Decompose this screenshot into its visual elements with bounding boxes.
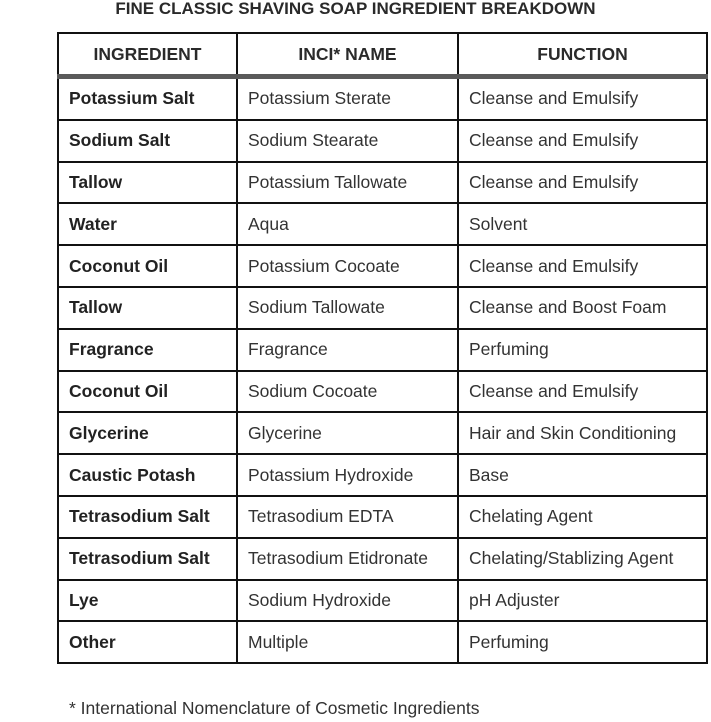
column-header-function: FUNCTION: [458, 33, 707, 77]
table-row: [58, 329, 707, 371]
ingredient-cell: Coconut Oil: [58, 371, 237, 413]
inci-name-cell: Fragrance: [237, 329, 458, 371]
function-cell: pH Adjuster: [458, 580, 707, 622]
ingredient-table: [57, 32, 708, 664]
function-cell: Cleanse and Emulsify: [458, 371, 707, 413]
table-row: [58, 412, 707, 454]
inci-name-cell: Tetrasodium EDTA: [237, 496, 458, 538]
function-cell: Cleanse and Boost Foam: [458, 287, 707, 329]
function-cell: Cleanse and Emulsify: [458, 120, 707, 162]
inci-name-cell: Potassium Sterate: [237, 77, 458, 120]
ingredient-cell: Caustic Potash: [58, 454, 237, 496]
function-cell: Chelating/Stablizing Agent: [458, 538, 707, 580]
function-cell: Perfuming: [458, 621, 707, 663]
column-header-ingredient: INGREDIENT: [58, 33, 237, 77]
ingredient-cell: Tetrasodium Salt: [58, 496, 237, 538]
table-row: [58, 580, 707, 622]
ingredient-cell: Coconut Oil: [58, 245, 237, 287]
inci-name-cell: Aqua: [237, 203, 458, 245]
table-row: [58, 245, 707, 287]
ingredient-cell: Potassium Salt: [58, 77, 237, 120]
function-cell: Cleanse and Emulsify: [458, 77, 707, 120]
table-row: [58, 538, 707, 580]
function-cell: Chelating Agent: [458, 496, 707, 538]
table-row: [58, 120, 707, 162]
function-cell: Hair and Skin Conditioning: [458, 412, 707, 454]
table-row: [58, 162, 707, 204]
inci-name-cell: Sodium Hydroxide: [237, 580, 458, 622]
page-title: FINE CLASSIC SHAVING SOAP INGREDIENT BREAKDOWN: [115, 0, 596, 18]
function-cell: Perfuming: [458, 329, 707, 371]
ingredient-cell: Water: [58, 203, 237, 245]
ingredient-cell: Sodium Salt: [58, 120, 237, 162]
table-row: [58, 621, 707, 663]
inci-name-cell: Potassium Tallowate: [237, 162, 458, 204]
inci-name-cell: Sodium Tallowate: [237, 287, 458, 329]
table-row: [58, 371, 707, 413]
table-row: [58, 203, 707, 245]
function-cell: Base: [458, 454, 707, 496]
function-cell: Cleanse and Emulsify: [458, 245, 707, 287]
table-row: [58, 77, 707, 120]
inci-name-cell: Sodium Stearate: [237, 120, 458, 162]
ingredient-cell: Tetrasodium Salt: [58, 538, 237, 580]
footnote: * International Nomenclature of Cosmetic Ingredients: [69, 698, 480, 718]
ingredient-cell: Tallow: [58, 287, 237, 329]
table-header-row: [58, 33, 707, 77]
function-cell: Cleanse and Emulsify: [458, 162, 707, 204]
inci-name-cell: Tetrasodium Etidronate: [237, 538, 458, 580]
column-header-inci-name: INCI* NAME: [237, 33, 458, 77]
ingredient-cell: Lye: [58, 580, 237, 622]
table-row: [58, 496, 707, 538]
inci-name-cell: Multiple: [237, 621, 458, 663]
function-cell: Solvent: [458, 203, 707, 245]
inci-name-cell: Glycerine: [237, 412, 458, 454]
ingredient-cell: Glycerine: [58, 412, 237, 454]
ingredient-cell: Fragrance: [58, 329, 237, 371]
inci-name-cell: Potassium Cocoate: [237, 245, 458, 287]
table-row: [58, 454, 707, 496]
inci-name-cell: Sodium Cocoate: [237, 371, 458, 413]
ingredient-cell: Tallow: [58, 162, 237, 204]
inci-name-cell: Potassium Hydroxide: [237, 454, 458, 496]
ingredient-cell: Other: [58, 621, 237, 663]
table-row: [58, 287, 707, 329]
